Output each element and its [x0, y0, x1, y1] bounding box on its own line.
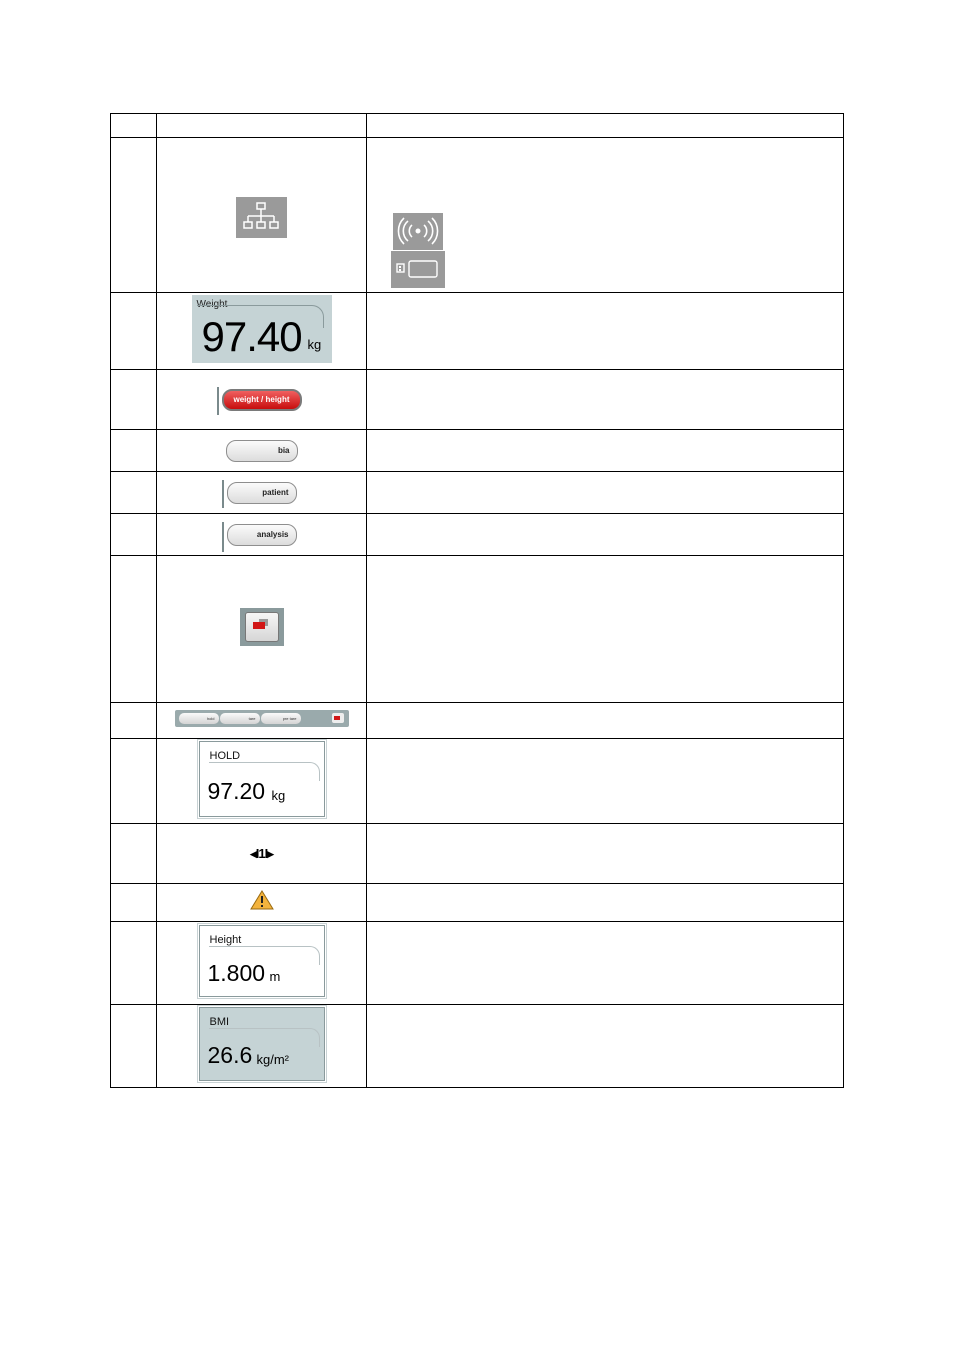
hold-label: HOLD [209, 749, 241, 762]
weight-height-button[interactable]: weight / height [222, 389, 302, 411]
print-icon[interactable] [332, 713, 344, 723]
patient-button[interactable]: patient [227, 482, 297, 504]
table-row [111, 922, 844, 1005]
hold-display [199, 741, 325, 817]
network-icon [236, 197, 287, 238]
weight-unit: kg [307, 336, 322, 352]
analysis-button[interactable]: analysis [227, 524, 297, 546]
header-cell-2 [157, 114, 367, 138]
stability-icon: ◂I1I▸ [250, 845, 273, 861]
bmi-label: BMI [209, 1015, 230, 1028]
table-row [111, 472, 844, 514]
bmi-value: 26.6 [207, 1041, 253, 1068]
hold-value: 97.20 [207, 777, 266, 804]
toolbar [175, 710, 349, 727]
print-button[interactable] [240, 608, 284, 646]
table-header-row [111, 114, 844, 138]
table-row [111, 824, 844, 884]
wireless-icon [393, 213, 443, 250]
weight-display [192, 295, 332, 363]
height-label: Height [209, 933, 242, 946]
table-row [111, 556, 844, 703]
symbol-table [110, 113, 844, 1088]
weight-value: 97.40 [201, 312, 302, 360]
usb-stick-icon [391, 251, 445, 288]
header-cell-3 [367, 114, 844, 138]
table-row [111, 430, 844, 472]
tare-button[interactable]: tare [220, 713, 260, 724]
hold-button[interactable]: hold [179, 713, 219, 724]
table-row [111, 739, 844, 824]
height-value: 1.800 [207, 959, 266, 986]
weight-label: Weight [196, 298, 228, 310]
print-button-icon [253, 622, 265, 629]
bmi-unit: kg/m² [256, 1051, 289, 1067]
table-row [111, 514, 844, 556]
height-unit: m [269, 968, 281, 984]
height-display [199, 925, 325, 997]
warning-icon [250, 897, 274, 914]
table-row [111, 138, 844, 293]
table-row [111, 1005, 844, 1088]
table-row [111, 884, 844, 922]
bmi-display [199, 1007, 325, 1081]
table-row [111, 293, 844, 370]
pre-tare-button[interactable]: pre tare [261, 713, 301, 724]
table-row [111, 370, 844, 430]
header-cell-1 [111, 114, 157, 138]
bia-button[interactable]: bia [226, 440, 298, 462]
hold-unit: kg [271, 787, 286, 803]
table-row [111, 703, 844, 739]
